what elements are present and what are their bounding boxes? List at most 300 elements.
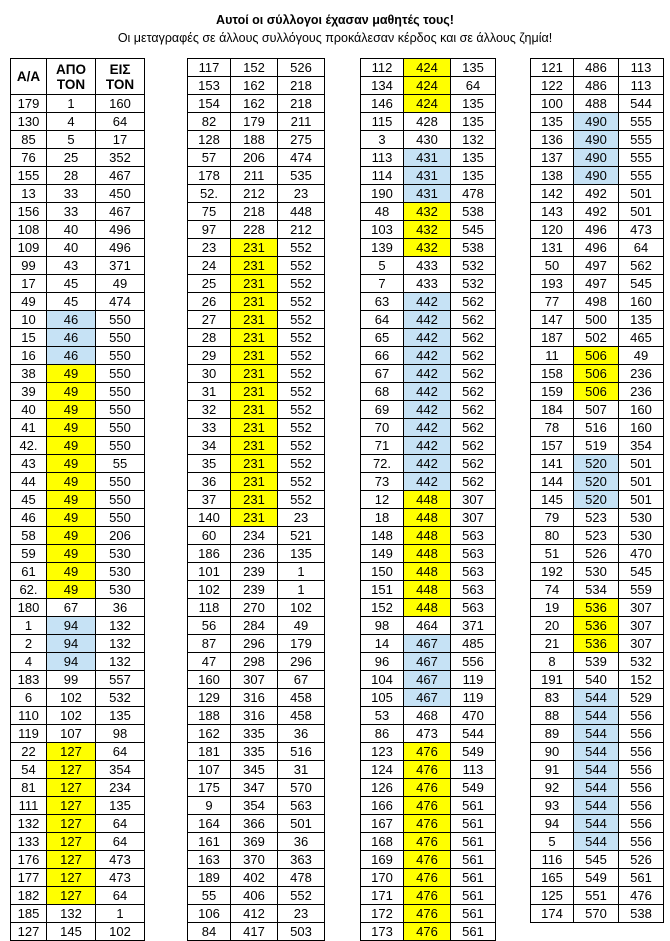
table-row [531, 491, 664, 509]
table-row [188, 635, 325, 653]
table-row [11, 257, 145, 275]
cell-to: 526 [278, 59, 325, 77]
cell-from: 45 [47, 293, 96, 311]
cell-aa: 149 [361, 545, 404, 563]
cell-from: 534 [574, 581, 619, 599]
cell-to: 562 [451, 365, 496, 383]
cell-to: 64 [96, 887, 145, 905]
table-row [188, 599, 325, 617]
cell-to: 132 [451, 131, 496, 149]
table-row [361, 131, 496, 149]
table-row [361, 293, 496, 311]
cell-aa: 37 [188, 491, 231, 509]
cell-to: 474 [96, 293, 145, 311]
cell-to: 552 [278, 239, 325, 257]
table-row [361, 221, 496, 239]
cell-to: 538 [451, 239, 496, 257]
table-row [361, 383, 496, 401]
cell-to: 555 [619, 167, 664, 185]
cell-aa: 165 [531, 869, 574, 887]
table-row [531, 365, 664, 383]
cell-aa: 13 [11, 185, 47, 203]
cell-aa: 152 [361, 599, 404, 617]
cell-aa: 24 [188, 257, 231, 275]
cell-aa: 82 [188, 113, 231, 131]
cell-from: 473 [404, 725, 451, 743]
cell-from: 539 [574, 653, 619, 671]
cell-aa: 172 [361, 905, 404, 923]
cell-aa: 74 [531, 581, 574, 599]
table-row [11, 653, 145, 671]
table-row [531, 689, 664, 707]
cell-from: 433 [404, 275, 451, 293]
cell-aa: 109 [11, 239, 47, 257]
cell-aa: 108 [11, 221, 47, 239]
cell-from: 467 [404, 653, 451, 671]
cell-aa: 113 [361, 149, 404, 167]
cell-aa: 132 [11, 815, 47, 833]
cell-to: 552 [278, 293, 325, 311]
cell-from: 516 [574, 419, 619, 437]
cell-from: 102 [47, 707, 96, 725]
cell-aa: 81 [11, 779, 47, 797]
cell-to: 23 [278, 905, 325, 923]
table-row [11, 347, 145, 365]
cell-aa: 107 [188, 761, 231, 779]
cell-from: 432 [404, 221, 451, 239]
cell-aa: 100 [531, 95, 574, 113]
cell-from: 43 [47, 257, 96, 275]
cell-aa: 86 [361, 725, 404, 743]
table-row [188, 113, 325, 131]
table-row [188, 707, 325, 725]
cell-aa: 5 [531, 833, 574, 851]
cell-from: 448 [404, 527, 451, 545]
cell-aa: 60 [188, 527, 231, 545]
cell-aa: 193 [531, 275, 574, 293]
cell-from: 442 [404, 347, 451, 365]
cell-from: 49 [47, 419, 96, 437]
cell-from: 132 [47, 905, 96, 923]
cell-to: 478 [451, 185, 496, 203]
cell-from: 231 [231, 437, 278, 455]
cell-aa: 41 [11, 419, 47, 437]
cell-to: 556 [619, 815, 664, 833]
cell-from: 412 [231, 905, 278, 923]
cell-from: 127 [47, 833, 96, 851]
table-row [361, 599, 496, 617]
cell-to: 556 [619, 797, 664, 815]
table-row [11, 797, 145, 815]
cell-aa: 34 [188, 437, 231, 455]
cell-aa: 49 [11, 293, 47, 311]
cell-from: 417 [231, 923, 278, 941]
table-row [361, 167, 496, 185]
table-row [11, 905, 145, 923]
cell-aa: 97 [188, 221, 231, 239]
transfers-table-1 [10, 58, 145, 941]
cell-to: 563 [278, 797, 325, 815]
table-row [11, 743, 145, 761]
table-row [188, 725, 325, 743]
cell-to: 556 [619, 707, 664, 725]
table-row [188, 779, 325, 797]
table-row [361, 851, 496, 869]
cell-aa: 162 [188, 725, 231, 743]
table-row [531, 113, 664, 131]
table-row [11, 779, 145, 797]
cell-from: 506 [574, 383, 619, 401]
cell-to: 563 [451, 545, 496, 563]
cell-from: 127 [47, 779, 96, 797]
cell-to: 552 [278, 401, 325, 419]
cell-to: 501 [619, 185, 664, 203]
cell-aa: 111 [11, 797, 47, 815]
cell-to: 562 [451, 383, 496, 401]
table-row [11, 923, 145, 941]
cell-to: 467 [96, 167, 145, 185]
cell-to: 552 [278, 329, 325, 347]
cell-to: 135 [278, 545, 325, 563]
cell-to: 562 [451, 329, 496, 347]
cell-from: 366 [231, 815, 278, 833]
cell-to: 119 [451, 671, 496, 689]
cell-to: 530 [619, 527, 664, 545]
cell-to: 467 [96, 203, 145, 221]
cell-from: 234 [231, 527, 278, 545]
cell-aa: 83 [531, 689, 574, 707]
table-row [531, 653, 664, 671]
cell-from: 345 [231, 761, 278, 779]
cell-from: 49 [47, 491, 96, 509]
cell-to: 555 [619, 149, 664, 167]
table-row [188, 905, 325, 923]
table-row [361, 77, 496, 95]
cell-to: 211 [278, 113, 325, 131]
cell-aa: 135 [531, 113, 574, 131]
cell-aa: 184 [531, 401, 574, 419]
cell-to: 526 [619, 851, 664, 869]
cell-aa: 84 [188, 923, 231, 941]
table-row [361, 239, 496, 257]
cell-aa: 130 [11, 113, 47, 131]
cell-aa: 125 [531, 887, 574, 905]
table-row [11, 671, 145, 689]
table-row [188, 473, 325, 491]
table-row [361, 887, 496, 905]
cell-from: 488 [574, 95, 619, 113]
cell-from: 33 [47, 203, 96, 221]
cell-aa: 63 [361, 293, 404, 311]
cell-to: 550 [96, 347, 145, 365]
cell-from: 442 [404, 329, 451, 347]
table-row [361, 509, 496, 527]
cell-to: 36 [96, 599, 145, 617]
cell-from: 179 [231, 113, 278, 131]
cell-from: 500 [574, 311, 619, 329]
table-row [11, 473, 145, 491]
cell-aa: 179 [11, 95, 47, 113]
cell-from: 431 [404, 167, 451, 185]
table-row [188, 491, 325, 509]
cell-from: 236 [231, 545, 278, 563]
table-row [531, 437, 664, 455]
cell-to: 354 [619, 437, 664, 455]
cell-from: 402 [231, 869, 278, 887]
cell-from: 49 [47, 401, 96, 419]
cell-to: 307 [619, 617, 664, 635]
table-row [531, 473, 664, 491]
cell-from: 370 [231, 851, 278, 869]
table-row [188, 437, 325, 455]
cell-aa: 14 [361, 635, 404, 653]
table-row [361, 437, 496, 455]
cell-to: 562 [451, 437, 496, 455]
cell-aa: 59 [11, 545, 47, 563]
cell-from: 430 [404, 131, 451, 149]
table-row [11, 563, 145, 581]
cell-to: 521 [278, 527, 325, 545]
cell-aa: 131 [531, 239, 574, 257]
table-row [531, 887, 664, 905]
table-row [361, 527, 496, 545]
cell-aa: 10 [11, 311, 47, 329]
table-row [531, 257, 664, 275]
cell-from: 442 [404, 365, 451, 383]
cell-from: 540 [574, 671, 619, 689]
table-row [11, 311, 145, 329]
cell-aa: 137 [531, 149, 574, 167]
table-row [11, 167, 145, 185]
cell-aa: 55 [188, 887, 231, 905]
cell-to: 561 [451, 833, 496, 851]
cell-from: 231 [231, 401, 278, 419]
cell-from: 498 [574, 293, 619, 311]
table-row [361, 671, 496, 689]
cell-from: 490 [574, 167, 619, 185]
table-row [531, 203, 664, 221]
header-aa: Α/Α [11, 59, 47, 95]
cell-from: 307 [231, 671, 278, 689]
cell-aa: 143 [531, 203, 574, 221]
cell-from: 46 [47, 329, 96, 347]
cell-from: 107 [47, 725, 96, 743]
cell-aa: 92 [531, 779, 574, 797]
cell-from: 369 [231, 833, 278, 851]
cell-to: 135 [451, 59, 496, 77]
table-row [531, 905, 664, 923]
table-row [188, 329, 325, 347]
table-row [11, 635, 145, 653]
cell-from: 536 [574, 617, 619, 635]
cell-to: 559 [619, 581, 664, 599]
table-row [11, 491, 145, 509]
table-row [188, 851, 325, 869]
cell-aa: 30 [188, 365, 231, 383]
table-row [531, 527, 664, 545]
table-row [531, 149, 664, 167]
cell-aa: 75 [188, 203, 231, 221]
cell-to: 470 [619, 545, 664, 563]
table-row [11, 761, 145, 779]
table-row [531, 167, 664, 185]
cell-to: 561 [451, 887, 496, 905]
table-row [361, 149, 496, 167]
cell-aa: 32 [188, 401, 231, 419]
cell-to: 102 [96, 923, 145, 941]
cell-to: 135 [451, 149, 496, 167]
cell-from: 467 [404, 671, 451, 689]
cell-aa: 178 [188, 167, 231, 185]
cell-aa: 127 [11, 923, 47, 941]
cell-aa: 118 [188, 599, 231, 617]
cell-from: 536 [574, 635, 619, 653]
table-row [11, 149, 145, 167]
cell-from: 152 [231, 59, 278, 77]
cell-from: 490 [574, 113, 619, 131]
cell-aa: 36 [188, 473, 231, 491]
table-row [531, 95, 664, 113]
cell-aa: 7 [361, 275, 404, 293]
cell-to: 160 [96, 95, 145, 113]
table-row [188, 275, 325, 293]
cell-to: 496 [96, 239, 145, 257]
cell-from: 49 [47, 383, 96, 401]
cell-from: 211 [231, 167, 278, 185]
cell-to: 206 [96, 527, 145, 545]
cell-aa: 188 [188, 707, 231, 725]
cell-from: 67 [47, 599, 96, 617]
cell-from: 442 [404, 401, 451, 419]
table-row [531, 671, 664, 689]
cell-aa: 43 [11, 455, 47, 473]
table-row [361, 59, 496, 77]
table-row [361, 311, 496, 329]
cell-from: 1 [47, 95, 96, 113]
table-row [531, 311, 664, 329]
cell-aa: 27 [188, 311, 231, 329]
cell-from: 468 [404, 707, 451, 725]
cell-aa: 9 [188, 797, 231, 815]
cell-to: 1 [96, 905, 145, 923]
cell-to: 473 [619, 221, 664, 239]
cell-from: 428 [404, 113, 451, 131]
cell-aa: 167 [361, 815, 404, 833]
cell-aa: 6 [11, 689, 47, 707]
cell-from: 442 [404, 419, 451, 437]
table-row [531, 131, 664, 149]
cell-aa: 123 [361, 743, 404, 761]
cell-from: 49 [47, 437, 96, 455]
cell-to: 135 [451, 95, 496, 113]
table-row [361, 761, 496, 779]
cell-aa: 120 [531, 221, 574, 239]
table-row [11, 113, 145, 131]
cell-from: 490 [574, 149, 619, 167]
cell-aa: 169 [361, 851, 404, 869]
cell-from: 49 [47, 581, 96, 599]
cell-aa: 87 [188, 635, 231, 653]
cell-aa: 72. [361, 455, 404, 473]
cell-to: 132 [96, 635, 145, 653]
header-from: ΑΠΟ ΤΟΝ [47, 59, 96, 95]
cell-aa: 18 [361, 509, 404, 527]
table-row [188, 149, 325, 167]
cell-aa: 23 [188, 239, 231, 257]
cell-aa: 101 [188, 563, 231, 581]
cell-from: 442 [404, 455, 451, 473]
cell-from: 33 [47, 185, 96, 203]
cell-from: 490 [574, 131, 619, 149]
table-row [361, 923, 496, 941]
cell-aa: 160 [188, 671, 231, 689]
table-row [188, 239, 325, 257]
cell-to: 160 [619, 401, 664, 419]
cell-from: 231 [231, 365, 278, 383]
cell-to: 135 [451, 113, 496, 131]
cell-aa: 67 [361, 365, 404, 383]
cell-aa: 20 [531, 617, 574, 635]
header-to: ΕΙΣ ΤΟΝ [96, 59, 145, 95]
cell-from: 530 [574, 563, 619, 581]
cell-aa: 164 [188, 815, 231, 833]
cell-aa: 89 [531, 725, 574, 743]
cell-to: 552 [278, 311, 325, 329]
cell-to: 561 [451, 869, 496, 887]
cell-to: 561 [619, 869, 664, 887]
table-row [188, 131, 325, 149]
table-row [361, 275, 496, 293]
cell-aa: 182 [11, 887, 47, 905]
cell-aa: 144 [531, 473, 574, 491]
cell-aa: 157 [531, 437, 574, 455]
cell-aa: 136 [531, 131, 574, 149]
cell-aa: 114 [361, 167, 404, 185]
cell-to: 64 [619, 239, 664, 257]
cell-to: 371 [96, 257, 145, 275]
cell-from: 442 [404, 473, 451, 491]
table-row [361, 581, 496, 599]
cell-from: 94 [47, 617, 96, 635]
table-row [531, 383, 664, 401]
cell-from: 545 [574, 851, 619, 869]
cell-from: 40 [47, 239, 96, 257]
cell-to: 135 [619, 311, 664, 329]
cell-to: 561 [451, 851, 496, 869]
cell-aa: 88 [531, 707, 574, 725]
cell-from: 448 [404, 491, 451, 509]
table-row [188, 545, 325, 563]
cell-to: 448 [278, 203, 325, 221]
cell-from: 551 [574, 887, 619, 905]
cell-to: 562 [451, 293, 496, 311]
cell-to: 529 [619, 689, 664, 707]
table-row [11, 617, 145, 635]
cell-from: 316 [231, 707, 278, 725]
cell-to: 36 [278, 725, 325, 743]
cell-from: 231 [231, 329, 278, 347]
cell-to: 556 [619, 725, 664, 743]
cell-to: 160 [619, 419, 664, 437]
cell-from: 496 [574, 239, 619, 257]
table-row [11, 293, 145, 311]
cell-aa: 29 [188, 347, 231, 365]
cell-to: 535 [278, 167, 325, 185]
cell-from: 239 [231, 563, 278, 581]
cell-from: 497 [574, 275, 619, 293]
table-row [188, 257, 325, 275]
table-row [11, 383, 145, 401]
